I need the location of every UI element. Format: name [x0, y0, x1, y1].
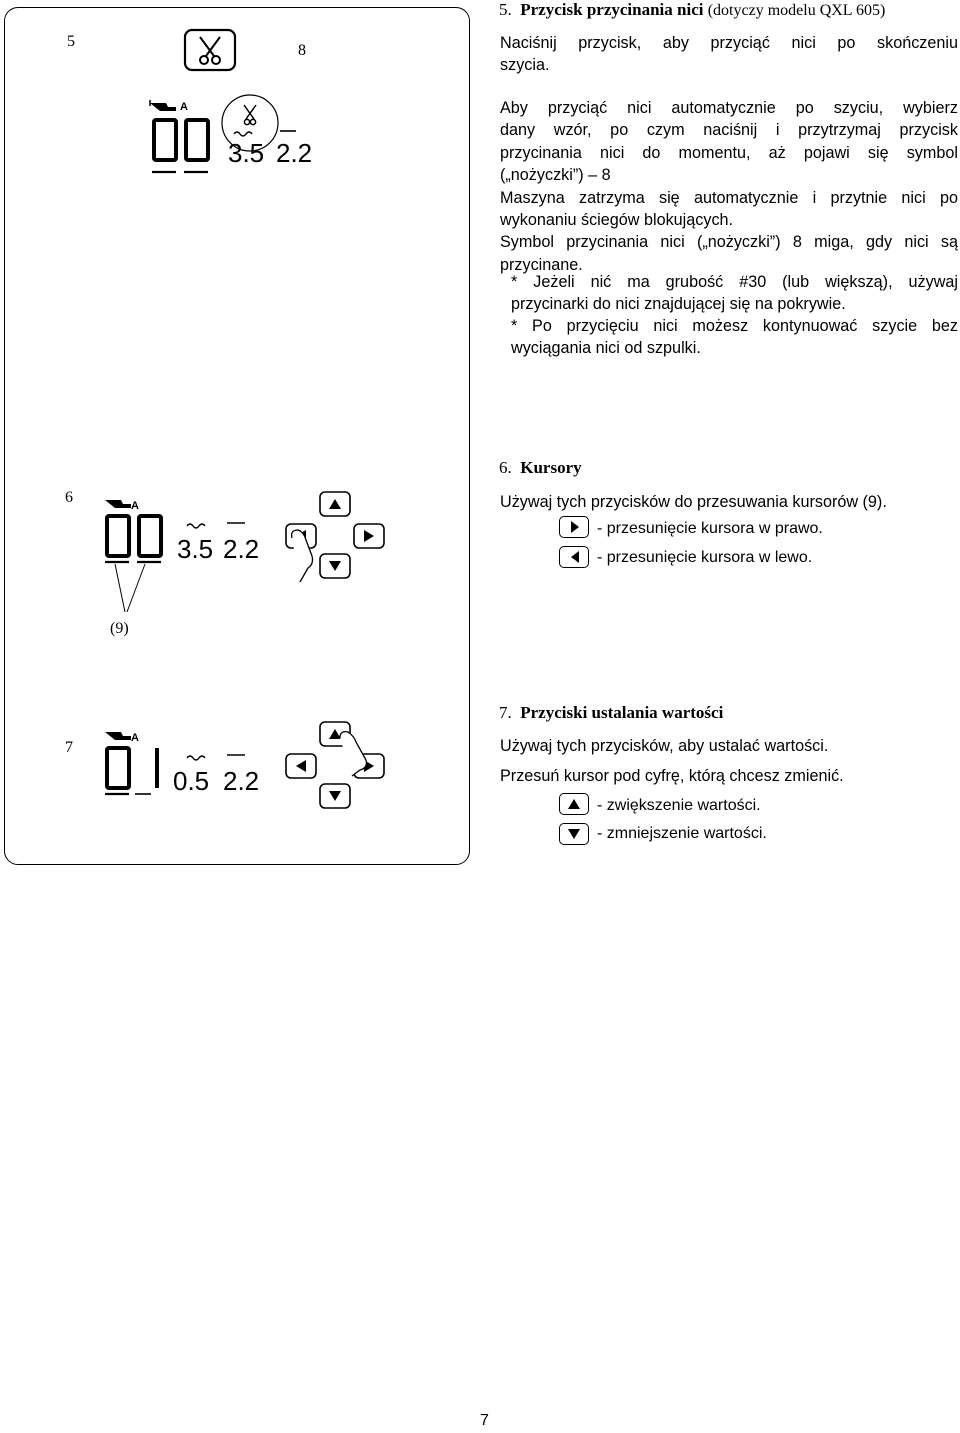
thread-cutter-button	[185, 30, 235, 70]
lcd-pattern-digits	[107, 748, 157, 788]
up-key-icon	[559, 793, 589, 815]
page-number: 7	[480, 1412, 489, 1429]
lcd-letter: A	[131, 732, 139, 744]
down-key-description: - zmniejszenie wartości.	[597, 825, 767, 842]
arrow-left-button	[286, 754, 316, 778]
up-key-description: - zwiększenie wartości.	[597, 797, 761, 814]
section-5-paragraph: Aby przyciąć nici automatycznie po szyciu, wybierz dany wzór, po czym naciśnij i przytrzymaj przycisk przycinania nici do momentu, aż pojawi się symbol („nożyczki”) – 8 Maszyna zatrzyma się automatycznie i przytnie nici po wykonaniu ściegów blokujących. Symbol przycinania nici („nożyczki”) 8 miga, gdy nici są przycinane.	[500, 99, 958, 274]
arrow-up-button	[320, 492, 350, 516]
down-key-icon	[559, 823, 589, 845]
lcd-letter: A	[180, 101, 188, 113]
presser-foot-icon	[105, 732, 131, 740]
figure-7-illustration	[95, 722, 295, 812]
right-key-icon	[559, 516, 589, 538]
left-key-description: - przesunięcie kursora w lewo.	[597, 549, 813, 566]
arrow-down-button	[320, 784, 350, 808]
section-5-note-1: * Jeżeli nić ma grubość #30 (lub większą), używaj przycinarki do nici znajdującej się na pokrywie.	[511, 273, 958, 314]
presser-foot-icon	[150, 100, 176, 111]
lcd-width-value: 2.2	[276, 138, 313, 168]
figure-5-illustration	[140, 20, 340, 210]
section-7-line-2: Przesuń kursor pod cyfrę, którą chcesz zmienić.	[500, 767, 844, 785]
section-7-heading: 7. Przyciski ustalania wartości	[499, 703, 724, 722]
stitch-wave-icon	[187, 756, 205, 760]
lcd-length-value: 0.5	[173, 766, 210, 796]
figure-label-5: 5	[67, 33, 75, 50]
cursor-button-cluster-6	[280, 488, 390, 588]
lcd-length-value: 3.5	[177, 534, 214, 564]
section-7-line-1: Używaj tych przycisków, aby ustalać wartości.	[500, 737, 829, 755]
lcd-width-value: 2.2	[223, 766, 260, 796]
stitch-wave-icon	[187, 524, 205, 528]
lcd-length-value: 3.5	[228, 138, 265, 168]
finger-pointer-icon	[340, 732, 366, 776]
section-5-heading: 5. Przycisk przycinania nici (dotyczy modelu QXL 605)	[499, 0, 886, 19]
reference-label-9: (9)	[110, 620, 129, 637]
reference-label-8: 8	[298, 42, 306, 59]
stitch-wave-icon	[234, 132, 252, 136]
section-5-note-2: * Po przycięciu nici możesz kontynuować szycie bez wyciągania nici od szpulki.	[511, 317, 958, 358]
lcd-width-value: 2.2	[223, 534, 260, 564]
right-key-description: - przesunięcie kursora w prawo.	[597, 520, 823, 537]
arrow-down-button	[320, 554, 350, 578]
lcd-pattern-digits	[154, 120, 208, 160]
left-key-icon	[559, 546, 589, 568]
figure-label-7: 7	[65, 739, 73, 756]
lcd-letter: A	[131, 500, 139, 512]
arrow-right-button	[354, 524, 384, 548]
scissors-icon	[244, 105, 256, 125]
section-5-intro: Naciśnij przycisk, aby przyciąć nici po skończeniu szycia.	[500, 34, 958, 75]
lcd-pattern-digits	[107, 516, 161, 556]
presser-foot-icon	[105, 500, 131, 508]
value-button-cluster-7	[280, 718, 390, 818]
section-6-intro: Używaj tych przycisków do przesuwania kursorów (9).	[500, 493, 887, 511]
figure-label-6: 6	[65, 489, 73, 506]
section-6-heading: 6. Kursory	[499, 458, 582, 477]
